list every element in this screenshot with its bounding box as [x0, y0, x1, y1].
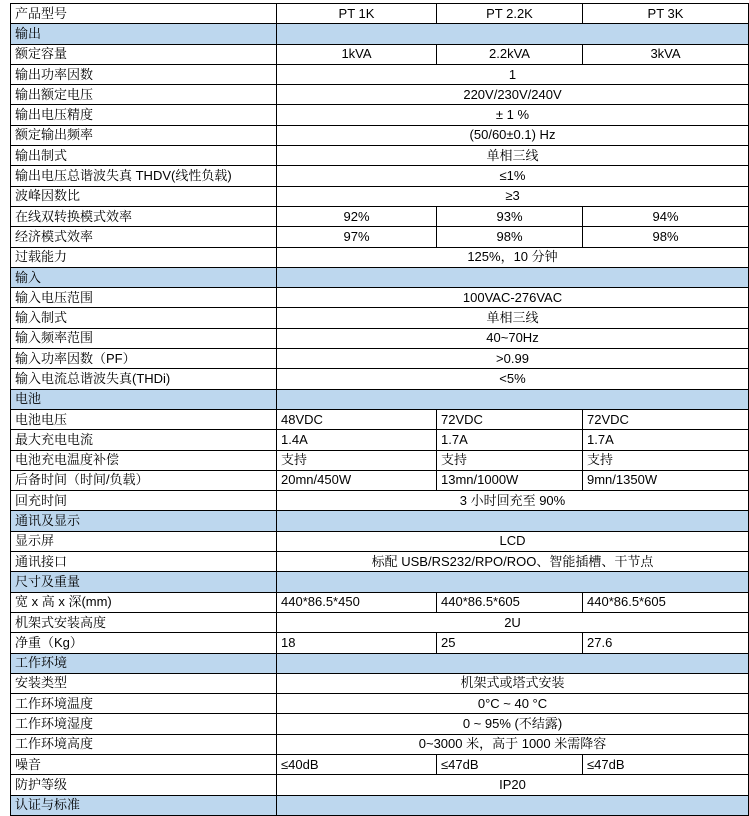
section-header [11, 511, 749, 531]
spec-row [11, 369, 749, 389]
spec-label: 电池充电温度补偿 [11, 450, 277, 470]
section-header [11, 795, 749, 815]
spec-label: 通讯接口 [11, 552, 277, 572]
spec-value: 72VDC [583, 409, 749, 429]
spec-row [11, 247, 749, 267]
model-name: PT 1K [277, 4, 437, 24]
model-name: PT 3K [583, 4, 749, 24]
spec-value: 9mn/1350W [583, 470, 749, 490]
spec-label: 噪音 [11, 754, 277, 774]
spec-value: 92% [277, 206, 437, 226]
spec-row [11, 288, 749, 308]
model-name: PT 2.2K [437, 4, 583, 24]
section-header [11, 572, 749, 592]
spec-value: ≤1% [277, 166, 749, 186]
section-filler [277, 653, 749, 673]
spec-value: 1.4A [277, 430, 437, 450]
section-filler [277, 267, 749, 287]
spec-value: 1.7A [583, 430, 749, 450]
spec-value: 单相三线 [277, 308, 749, 328]
spec-value: (50/60±0.1) Hz [277, 125, 749, 145]
spec-value: 0 ~ 95% (不结露) [277, 714, 749, 734]
spec-label: 机架式安装高度 [11, 612, 277, 632]
spec-label: 输出功率因数 [11, 64, 277, 84]
section-title: 电池 [11, 389, 277, 409]
spec-value: 98% [437, 227, 583, 247]
spec-label: 输出额定电压 [11, 85, 277, 105]
spec-row [11, 44, 749, 64]
spec-row [11, 349, 749, 369]
spec-label: 最大充电电流 [11, 430, 277, 450]
spec-value: 1kVA [277, 44, 437, 64]
spec-row [11, 491, 749, 511]
section-filler [277, 572, 749, 592]
spec-value: 2U [277, 612, 749, 632]
spec-value: 2.2kVA [437, 44, 583, 64]
spec-row [11, 227, 749, 247]
section-title: 输出 [11, 24, 277, 44]
spec-label: 输入制式 [11, 308, 277, 328]
spec-value: 98% [583, 227, 749, 247]
spec-row [11, 734, 749, 754]
spec-value: 1 [277, 64, 749, 84]
spec-label: 经济模式效率 [11, 227, 277, 247]
spec-value: >0.99 [277, 349, 749, 369]
spec-value: 27.6 [583, 633, 749, 653]
spec-value: 3kVA [583, 44, 749, 64]
spec-value: 25 [437, 633, 583, 653]
spec-label: 显示屏 [11, 531, 277, 551]
spec-row [11, 714, 749, 734]
section-header [11, 653, 749, 673]
spec-label: 防护等级 [11, 775, 277, 795]
spec-label: 额定容量 [11, 44, 277, 64]
spec-row [11, 592, 749, 612]
spec-label: 净重（Kg） [11, 633, 277, 653]
spec-row [11, 673, 749, 693]
spec-row [11, 64, 749, 84]
spec-value: LCD [277, 531, 749, 551]
spec-value: 40~70Hz [277, 328, 749, 348]
spec-row [11, 328, 749, 348]
spec-row [11, 552, 749, 572]
spec-label: 工作环境湿度 [11, 714, 277, 734]
spec-value: 18 [277, 633, 437, 653]
spec-value: ≤47dB [437, 754, 583, 774]
spec-row [11, 166, 749, 186]
spec-value: ≤47dB [583, 754, 749, 774]
section-title: 认证与标准 [11, 795, 277, 815]
spec-value: ≤40dB [277, 754, 437, 774]
spec-row [11, 775, 749, 795]
spec-value: ≥3 [277, 186, 749, 206]
spec-table [10, 3, 749, 816]
spec-row [11, 186, 749, 206]
section-header [11, 389, 749, 409]
spec-row [11, 85, 749, 105]
spec-value: 220V/230V/240V [277, 85, 749, 105]
spec-value: 13mn/1000W [437, 470, 583, 490]
spec-row [11, 470, 749, 490]
spec-label: 波峰因数比 [11, 186, 277, 206]
spec-row [11, 105, 749, 125]
spec-label: 电池电压 [11, 409, 277, 429]
section-filler [277, 795, 749, 815]
spec-value: 标配 USB/RS232/RPO/ROO、智能插槽、干节点 [277, 552, 749, 572]
spec-value: 机架式或塔式安装 [277, 673, 749, 693]
header-label: 产品型号 [11, 4, 277, 24]
spec-value: 单相三线 [277, 146, 749, 166]
spec-label: 回充时间 [11, 491, 277, 511]
spec-label: 输出电压总谐波失真 THDV(线性负载) [11, 166, 277, 186]
section-filler [277, 389, 749, 409]
section-filler [277, 24, 749, 44]
spec-value: 97% [277, 227, 437, 247]
spec-table-body [11, 4, 749, 816]
spec-value: 0°C ~ 40 °C [277, 694, 749, 714]
spec-row [11, 450, 749, 470]
spec-value: 支持 [583, 450, 749, 470]
spec-value: 440*86.5*450 [277, 592, 437, 612]
spec-label: 输出电压精度 [11, 105, 277, 125]
spec-label: 工作环境温度 [11, 694, 277, 714]
spec-row [11, 633, 749, 653]
section-filler [277, 511, 749, 531]
spec-value: 20mn/450W [277, 470, 437, 490]
spec-value: ± 1 % [277, 105, 749, 125]
spec-row [11, 754, 749, 774]
spec-label: 宽 x 高 x 深(mm) [11, 592, 277, 612]
spec-row [11, 125, 749, 145]
spec-value: 1.7A [437, 430, 583, 450]
section-title: 通讯及显示 [11, 511, 277, 531]
header-row [11, 4, 749, 24]
section-header [11, 267, 749, 287]
spec-row [11, 206, 749, 226]
spec-value: 支持 [437, 450, 583, 470]
spec-label: 输入电流总谐波失真(THDi) [11, 369, 277, 389]
spec-value: 支持 [277, 450, 437, 470]
section-title: 工作环境 [11, 653, 277, 673]
spec-label: 输入电压范围 [11, 288, 277, 308]
spec-value: 3 小时回充至 90% [277, 491, 749, 511]
spec-value: 94% [583, 206, 749, 226]
spec-row [11, 694, 749, 714]
spec-value: 440*86.5*605 [437, 592, 583, 612]
spec-row [11, 612, 749, 632]
spec-value: 100VAC-276VAC [277, 288, 749, 308]
spec-label: 输入功率因数（PF） [11, 349, 277, 369]
spec-label: 过载能力 [11, 247, 277, 267]
section-header [11, 24, 749, 44]
spec-label: 额定输出频率 [11, 125, 277, 145]
spec-row [11, 531, 749, 551]
spec-label: 在线双转换模式效率 [11, 206, 277, 226]
spec-row [11, 146, 749, 166]
spec-label: 安装类型 [11, 673, 277, 693]
spec-value: <5% [277, 369, 749, 389]
spec-value: 72VDC [437, 409, 583, 429]
spec-label: 输入频率范围 [11, 328, 277, 348]
spec-row [11, 308, 749, 328]
spec-value: 93% [437, 206, 583, 226]
spec-value: 125%，10 分钟 [277, 247, 749, 267]
section-title: 输入 [11, 267, 277, 287]
spec-label: 输出制式 [11, 146, 277, 166]
spec-row [11, 409, 749, 429]
spec-label: 后备时间（时间/负载） [11, 470, 277, 490]
spec-value: 48VDC [277, 409, 437, 429]
spec-value: 0~3000 米，高于 1000 米需降容 [277, 734, 749, 754]
spec-value: IP20 [277, 775, 749, 795]
section-title: 尺寸及重量 [11, 572, 277, 592]
spec-row [11, 430, 749, 450]
spec-label: 工作环境高度 [11, 734, 277, 754]
spec-value: 440*86.5*605 [583, 592, 749, 612]
